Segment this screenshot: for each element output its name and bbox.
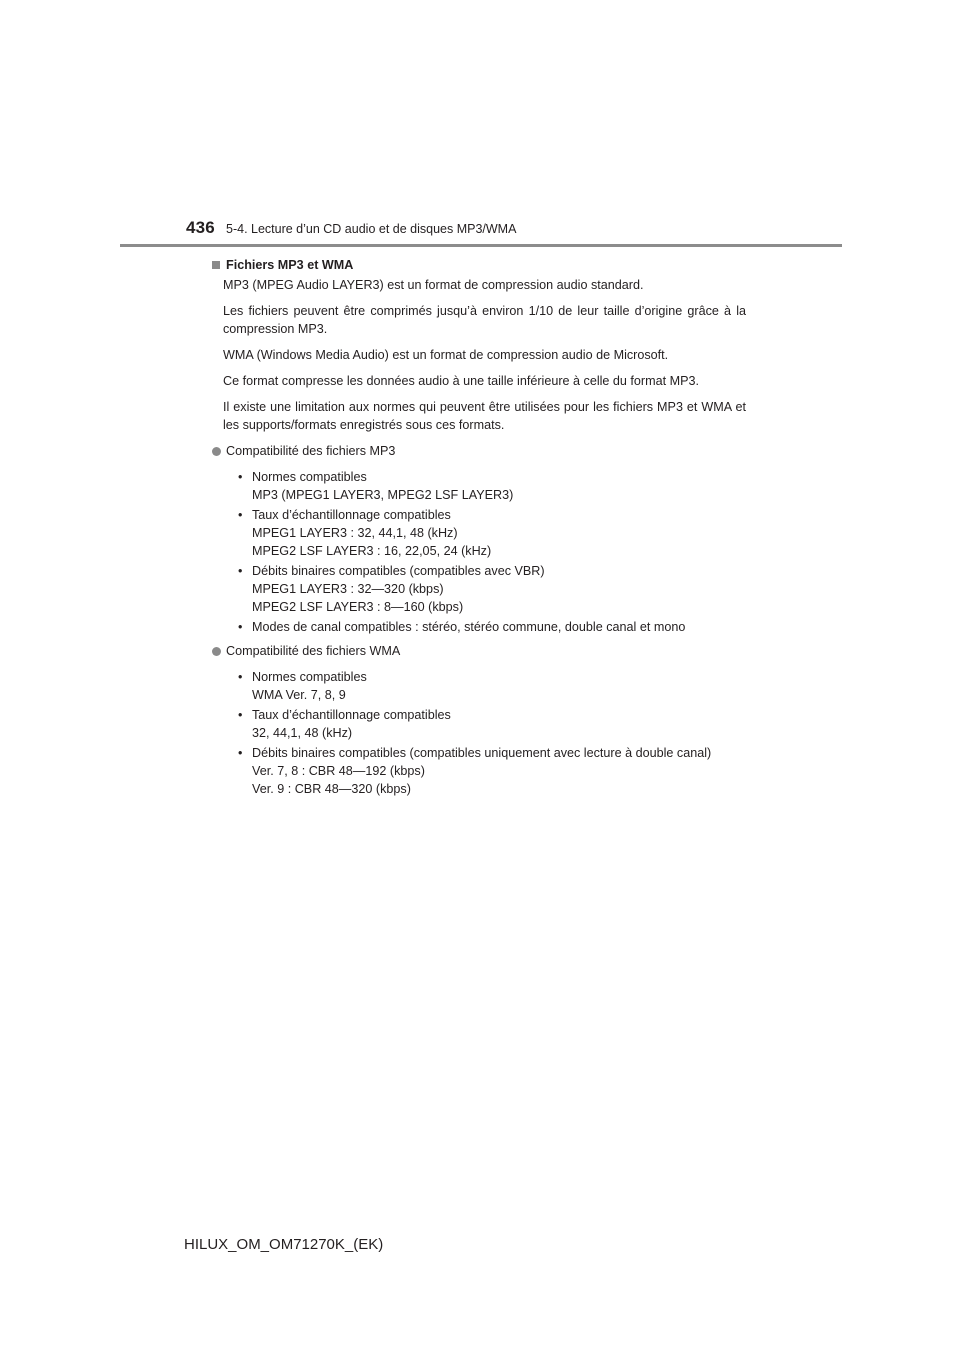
spec-value: MP3 (MPEG1 LAYER3, MPEG2 LSF LAYER3) (252, 488, 514, 502)
spec-label: • Débits binaires compatibles (compatibles avec VBR) (252, 564, 545, 578)
wma-compatibility-title (210, 642, 746, 660)
spec-value: Ver. 9 : CBR 48—320 (kbps) (252, 782, 411, 796)
spec-label: • Modes de canal compatibles : stéréo, stéréo commune, double canal et mono (252, 620, 686, 634)
square-bullet-icon (212, 261, 220, 269)
section-heading (210, 256, 746, 274)
section-title: 5-4. Lecture d’un CD audio et de disques MP3/WMA (226, 222, 517, 236)
list-item (238, 706, 746, 742)
spec-label: • Normes compatibles (252, 670, 367, 684)
paragraph: Il existe une limitation aux normes qui peuvent être utilisées pour les fichiers MP3 et WMA et les supports/formats enregistrés sous ces formats. (223, 400, 746, 432)
spec-value: WMA Ver. 7, 8, 9 (252, 688, 346, 702)
spec-value: MPEG1 LAYER3 : 32—320 (kbps) (252, 582, 444, 596)
page-number: 436 (186, 218, 215, 237)
mp3-compatibility-title-text: Compatibilité des fichiers MP3 (226, 444, 396, 458)
paragraph: Ce format compresse les données audio à une taille inférieure à celle du format MP3. (223, 374, 700, 388)
circle-bullet-icon (212, 447, 221, 456)
spec-value: MPEG1 LAYER3 : 32, 44,1, 48 (kHz) (252, 526, 458, 540)
paragraph: MP3 (MPEG Audio LAYER3) est un format de compression audio standard. (223, 278, 644, 292)
list-item (238, 468, 746, 504)
document-code: HILUX_OM_OM71270K_(EK) (184, 1236, 384, 1253)
wma-compatibility-title-text: Compatibilité des fichiers WMA (226, 644, 401, 658)
main-content (210, 256, 746, 800)
spec-label: • Taux d’échantillonnage compatibles (252, 708, 451, 722)
wma-spec-list (238, 668, 746, 798)
paragraph: Les fichiers peuvent être comprimés jusqu’à environ 1/10 de leur taille d’origine grâce à la compression MP3. (223, 304, 746, 336)
mp3-compatibility-title (210, 442, 746, 460)
list-item (238, 668, 746, 704)
spec-label: • Normes compatibles (252, 470, 367, 484)
paragraph: WMA (Windows Media Audio) est un format de compression audio de Microsoft. (223, 348, 669, 362)
spec-value: 32, 44,1, 48 (kHz) (252, 726, 353, 740)
spec-label: • Débits binaires compatibles (compatibles uniquement avec lecture à double canal) (252, 746, 712, 760)
list-item (238, 618, 746, 636)
mp3-spec-list (238, 468, 746, 636)
header-divider (120, 244, 842, 247)
spec-value: MPEG2 LSF LAYER3 : 8—160 (kbps) (252, 600, 464, 614)
circle-bullet-icon (212, 647, 221, 656)
list-item (238, 506, 746, 560)
page-header (0, 0, 960, 250)
spec-value: Ver. 7, 8 : CBR 48—192 (kbps) (252, 764, 425, 778)
list-item (238, 744, 746, 798)
list-item (238, 562, 746, 616)
spec-value: MPEG2 LSF LAYER3 : 16, 22,05, 24 (kHz) (252, 544, 492, 558)
spec-label: • Taux d’échantillonnage compatibles (252, 508, 451, 522)
section-heading-text: Fichiers MP3 et WMA (226, 258, 354, 272)
